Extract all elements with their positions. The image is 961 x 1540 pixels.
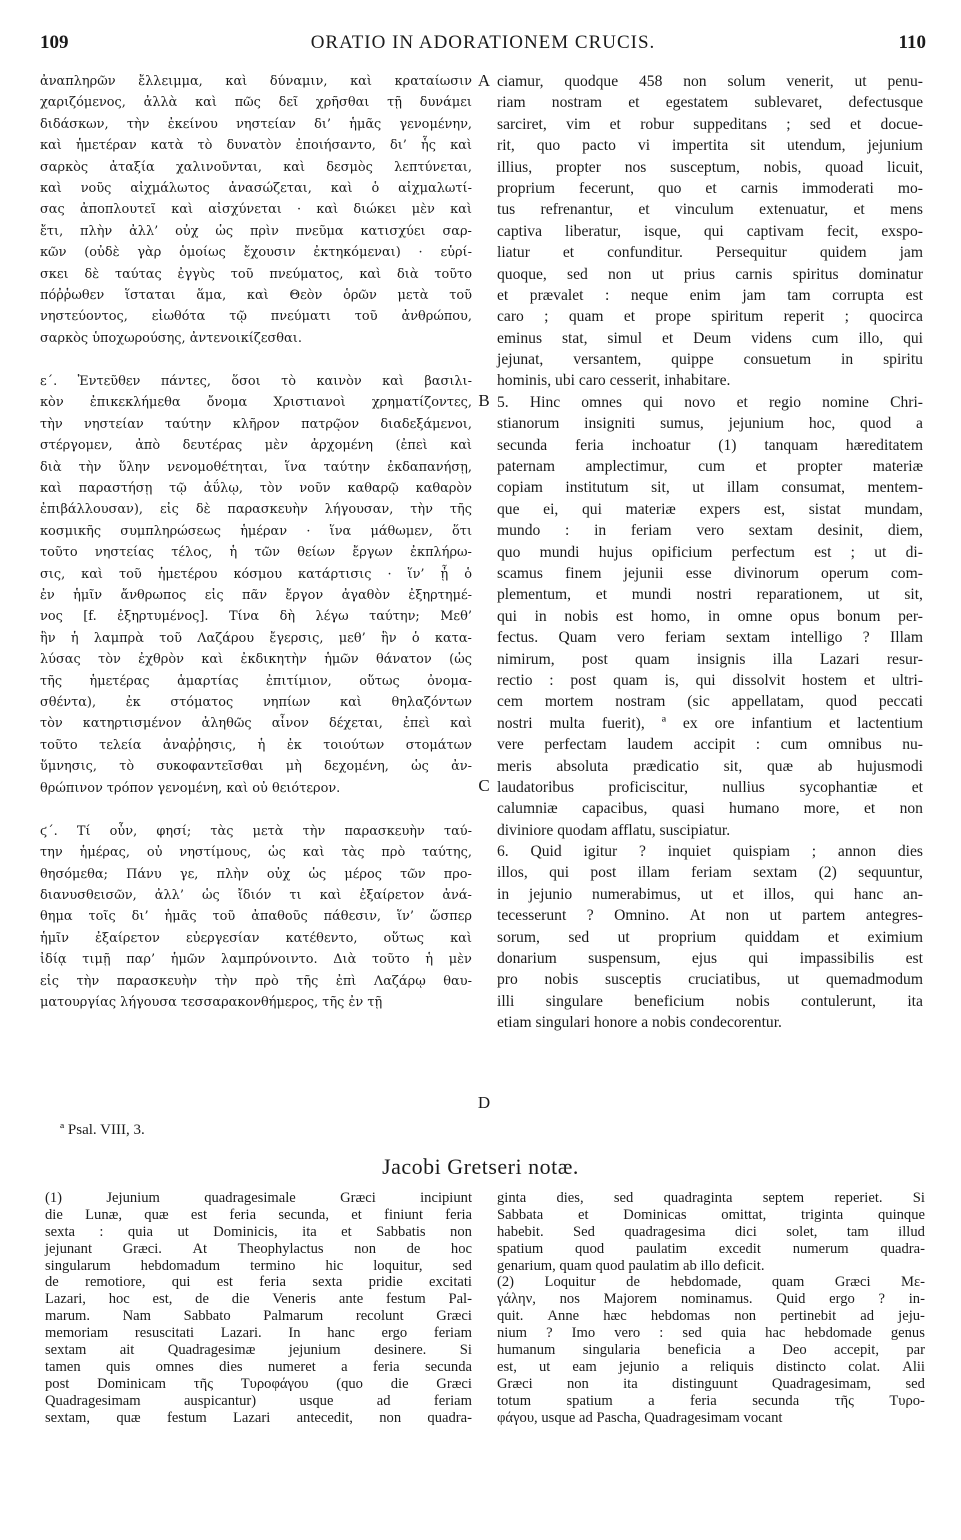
text-line: que ei, qui materiæ expers est, sistat mundam, [497, 500, 923, 518]
text-line: illi singulare beneficium nobis contulerunt, ita [497, 992, 923, 1010]
text-line: captiva liberatur, isque, qui captivam fecit, exspo- [497, 222, 923, 240]
text-line: σκει δὲ ταύτας ἐγγὺς τοῦ πνεύματος, καὶ διὰ τοῦτο [40, 266, 472, 282]
text-line: 5. Hinc omnes qui novo et regio nomine Chri- [497, 393, 923, 411]
page-number-left: 109 [40, 32, 69, 53]
text-line: hominis, ubi caro cesserit, inhabitare. [497, 372, 731, 390]
text-line: tamen quis omnes dies numeret a feria secunda [45, 1358, 472, 1375]
text-line: καὶ νοῦς αἰχμάλωτος ἀνασώζεται, καὶ ὁ αἰχμαλωτί- [40, 180, 472, 196]
text-line: plementum, et mundi nostri reparationem, ut sit, [497, 586, 923, 604]
text-line: ciamur, quodque 458 non solum venerit, ut penu- [497, 73, 923, 90]
text-line: genarium, quam quod paulatim ab illo deficit. [497, 1257, 765, 1274]
text-line: νος [f. ἐξηρτυμένος]. Τίνα δὴ λέγω ταύτην; Μεθ’ [40, 609, 472, 625]
text-line: ὕμνησις, τὸ συκοφαντεῖσθαι μὴ δεχομένη, ὡς ἀν- [40, 759, 472, 775]
text-line: 6. Quid igitur ? inquiet quispiam ; annon dies [497, 843, 923, 861]
text-line: jejunant Græci. At Theophylactus non de hoc [45, 1240, 472, 1257]
text-line: σθέντα), ἐκ στόματος νηπίων καὶ θηλαζόντων [40, 694, 472, 710]
text-line: rectio : post quam is, qui dissolvit hostem et ultri- [497, 671, 923, 689]
text-line: proprium fecerunt, quo et carnis immoderati mo- [497, 179, 923, 197]
text-line: nimirum, post quam insignis illa Lazari resur- [497, 650, 923, 668]
text-line: tecesserunt ? Omnino. At non ut partem antegres- [497, 907, 923, 925]
text-line: pro nobis susceptis cruciatibus, ut quemadmodum [497, 971, 923, 989]
text-line: quit. Anne hæc hebdomas non pertinebit ad jeju- [497, 1308, 925, 1325]
text-line: habebit. Sed quadragesima dici solet, tam illud [497, 1223, 925, 1240]
section-marker: C [478, 776, 490, 795]
text-line: nostri multa fuerit), ª ex ore infantium et lactentium [497, 714, 923, 732]
text-line: marum. Nam Sabbato Palmarum recolunt Græci [45, 1308, 472, 1325]
text-line: paternam amplectimur, cum et propter materiæ [497, 458, 923, 476]
text-line: diviniore quodam afflatu, suscipiatur. [497, 821, 731, 839]
text-line: πόῤῥωθεν ἵσταται ἅμα, καὶ Θεὸν ὁρῶν μετὰ τοῦ [40, 287, 472, 303]
text-line: τὴν νηστείαν ταύτην κλῆρον πατρῷον διαδεξάμενοι, [40, 416, 472, 432]
text-line: rit, quo pacto vi impertita sit utendum, jejunium [497, 137, 923, 155]
text-line: illos, qui post illam feriam sextam (2) sequuntur, [497, 864, 923, 882]
text-line: ἔτι, πλὴν ἀλλ’ οὐχ ὡς πρὶν πνεῦμα κατισχύει σαρ- [40, 223, 472, 239]
text-line: die Lunæ, quæ est feria secunda, et finiunt feria [45, 1206, 472, 1223]
text-line: caro ; quam et prope spiritum reperit ; quocirca [497, 308, 923, 326]
text-line: (1) Jejunium quadragesimale Græci incipiunt [45, 1190, 472, 1206]
text-line: τοῦτο τελεία ἀναῤῥησις, ἡ ἐκ τοιούτων στομάτων [40, 737, 472, 753]
text-line: eminus stat, simul et Deum videns cum illo, qui [497, 329, 923, 347]
text-line: ἡμῖν ἐξαίρετον εὐεργεσίαν κατέθεντο, οὕτως καὶ [40, 930, 472, 946]
section-marker: A [477, 71, 491, 90]
text-line: calumniæ capacibus, quasi humano more, et non [497, 800, 923, 818]
text-line: ε΄. Ἐντεῦθεν πάντες, ὅσοι τὸ καινὸν καὶ βασιλι- [40, 374, 472, 390]
text-line: memoriam resuscitati Lazari. In hanc ergo feriam [45, 1325, 472, 1342]
text-line: θρώπινον τρόπον γενομένη, καὶ οὐ θειότερον. [40, 780, 341, 796]
text-line: illius, propter nos susceptum, nobis, quoad licuit, [497, 158, 923, 176]
text-line: ἐπιβάλλουσαν), εἰς δὲ παρασκευὴν λήγουσαν, τὴν τῆς [40, 502, 472, 518]
running-title: ORATIO IN ADORATIONEM CRUCIS. [310, 32, 656, 53]
latin-text-column [497, 71, 923, 1034]
text-line: νηστεύοντος, εἰωθότα τῷ πνεύματι τοῦ ἀνθρώπου, [40, 309, 472, 325]
text-line: Græci non ita distinguunt Quadragesimam, sed [497, 1375, 925, 1392]
text-line: cem mortem nostram (sic appellatam, quod peccati [497, 693, 923, 711]
paragraph-gap [40, 799, 472, 821]
text-line: (2) Loquitur de hebdomade, quam Græci Με- [497, 1274, 925, 1291]
text-line: quoque, sed non ut prius carnis spiritus dominatur [497, 265, 923, 283]
text-line: vere perfectam laudem accipit : cum omnibus nu- [497, 736, 923, 754]
text-line: ἣν ἡ λαμπρὰ τοῦ Λαζάρου ἔγερσις, μεθ’ ἣν ὁ κατα- [40, 630, 472, 646]
text-line: sorum, sed ut proprium quiddam et eximium [497, 928, 923, 946]
text-line: mundo : in feriam vero sextam desinit, diem, [497, 522, 923, 540]
text-line: secunda feria inchoatur (1) tanquam hæreditatem [497, 436, 923, 454]
text-line: spatium quod paulatim excedit numerum quadra- [497, 1240, 925, 1257]
text-line: stianorum insigniti sumus, jejunium hoc, quod a [497, 415, 923, 433]
text-line: διὰ τὴν ὕλην νενομοθέτηται, ἵνα ταύτην ἐκδαπανήσῃ, [40, 459, 472, 475]
text-line: humanum singularia beneficia a Deo accepit, par [497, 1342, 925, 1359]
paragraph-gap [40, 349, 472, 371]
text-line: totum spatium a feria secunda τῆς Τυρο- [497, 1392, 925, 1409]
text-line: καὶ ἡμετέραν κατὰ τὸ δυνατὸν ἐποιήσαντο, δι’ ἧς καὶ [40, 138, 472, 154]
text-line: post Dominicam τῆς Τυροφάγου (quo die Græci [45, 1375, 472, 1392]
text-line: singularum hebdomadum termino hic loquitur, sed [45, 1257, 472, 1274]
text-line: διανυσθεισῶν, ἀλλ’ ὡς ἴδιόν τι καὶ ἐξαίρετον ἀνά- [40, 888, 472, 904]
text-line: θησόμεθα; Πάνυ γε, πλὴν οὐχ ὡς μέρος τῶν προ- [40, 866, 472, 882]
text-line: Sabbata et Dominicas omittat, triginta quinque [497, 1206, 925, 1223]
text-line: jejunat, versantem, quippe consuetum in spiritu [497, 351, 923, 369]
text-line: laudatoribus proficiscitur, nullius sycophantiæ et [497, 778, 923, 796]
text-line: de remotiore, qui est feria sexta pridie excitati [45, 1274, 472, 1291]
text-line: ϛ΄. Τί οὖν, φησί; τὰς μετὰ τὴν παρασκευὴν ταύ- [40, 823, 472, 839]
text-line: κῶν (οὐδὲ γὰρ ὁμοίως ἔχουσιν ἐκτηκόμεναι) · εὑρί- [40, 245, 472, 261]
text-line: sexta : quia ut Dominicis, ita et Sabbatis non [45, 1223, 472, 1240]
text-line: σις, καὶ τοῦ ἡμετέρου κόσμου κατάρτισις · ἵν’ ᾖ ὁ [40, 566, 472, 582]
text-line: σαρκὸς ὑποχωρούσης, ἀντενοικίζεσθαι. [40, 330, 302, 346]
text-line: ginta dies, sed quadraginta septem reperiet. Si [497, 1190, 925, 1206]
text-line: ματουργίας λήγουσα τεσσαρακονθήμερος, τῆς ἐν τῇ [40, 995, 383, 1011]
text-line: quo mundi hujus opificium perfectum est ; ut di- [497, 543, 923, 561]
text-line: Lazari, hoc est, de die Veneris ante festum Pal- [45, 1291, 472, 1308]
footnote: ª Psal. VIII, 3. [60, 1122, 145, 1138]
text-line: κοσμικῆς συμπληρώσεως ἡμέραν · ἵνα μάθωμεν, ὅτι [40, 523, 472, 539]
text-line: ἐν ἡμῖν ἄνθρωπος εἰς πᾶν ἔργον ἀγαθὸν ἐξηρτημέ- [40, 587, 472, 603]
text-line: γάλην, nos Majorem nominamus. Quid ergo ? in- [497, 1291, 925, 1308]
text-line: liatur et confunditur. Persequitur quidem jam [497, 244, 923, 262]
text-line: riam nostram et egestatem sublevaret, defectusque [497, 94, 923, 112]
text-line: διδάσκων, τὴν ἐκείνου νηστείαν δι’ ἡμᾶς γενομένην, [40, 116, 472, 132]
text-line: εἰς τὴν παρασκευὴν τὴν πρὸ τῆς ἐπὶ Λαζάρῳ θαυ- [40, 973, 472, 989]
text-line: ἀναπληρῶν ἔλλειμμα, καὶ δύναμιν, καὶ κραταίωσιν [40, 74, 472, 89]
text-line: σας ἀποπλουτεῖ καὶ αἰσχύνεται · καὶ διώκει μὲν καὶ [40, 202, 472, 218]
text-line: sextam, quæ festum Lazari antecedit, non quadra- [45, 1409, 472, 1426]
text-line: ἰδίᾳ τιμῇ παρ’ ἡμῶν λαμπρύνοιντο. Διὰ τοῦτο ἡ μὲν [40, 952, 472, 968]
notes-left-column [45, 1190, 472, 1426]
text-line: κὸν ἐπικεκλήμεθα ὄνομα Χριστιανοὶ χρηματίζοντες, [40, 395, 472, 411]
text-line: copiam institutum sit, ut illam consumat, mentem- [497, 479, 923, 497]
text-line: qui in nobis est homo, in omne opus bonum per- [497, 607, 923, 625]
text-line: λύσας τὸν ἐχθρὸν καὶ ἐκδικητὴν ἡμῶν θάνατον (ὡς [40, 652, 472, 668]
text-line: meris absoluta prædicatio sit, quæ ab hujusmodi [497, 757, 923, 775]
text-line: sextam ait Quadragesimæ jejunium desinere. Si [45, 1342, 472, 1359]
text-line: στέργομεν, ἀπὸ δευτέρας μὲν ἀρχομένη (ἐπεὶ καὶ [40, 438, 472, 454]
text-line: scamus finem jejunii esse divinorum operum com- [497, 564, 923, 582]
greek-text-column [40, 71, 472, 1013]
text-line: τὸν κατηρτισμένον ἀληθῶς αἶνον δέχεται, ἐπεὶ καὶ [40, 716, 472, 732]
text-line: τῆς ἡμετέρας ἁμαρτίας ἐπιτίμιον, οὕτως ὀνομα- [40, 673, 472, 689]
text-line: καὶ παραστήσῃ τῷ ἀΰλῳ, τὸν νοῦν καθαρῷ καθαρὸν [40, 481, 472, 497]
page-header [40, 32, 926, 58]
text-line: τοῦτο νηστείας τέλος, ἡ τῶν θείων ἔργων ἐκπλήρω- [40, 545, 472, 561]
text-line: in jejunio numerabimus, ut et illos, qui hanc an- [497, 885, 923, 903]
text-line: sarciret, vim et robur suppeditans ; sed et docue- [497, 115, 923, 133]
text-line: donarium suspensum, ejus qui impassibilis est [497, 950, 923, 968]
text-line: Quadragesimam auspicantur) usque ad feriam [45, 1392, 472, 1409]
text-line: φάγου, usque ad Pascha, Quadragesimam vocant [497, 1409, 783, 1426]
text-line: σαρκὸς ἀταξία χαλινοῦνται, καὶ δεσμὸς λεπτύνεται, [40, 159, 472, 175]
section-marker: B [478, 391, 490, 410]
text-line: την ἡμέρας, οὐ νηστίμους, ὡς καὶ τὰς πρὸ ταύτης, [40, 845, 472, 861]
text-line: χαριζόμενος, ἀλλὰ καὶ πῶς δεῖ χρῆσθαι τῇ δυνάμει [40, 95, 472, 111]
notes-right-column [497, 1190, 925, 1426]
text-line: nium ? Imo vero : sed quia hac hebdomade genus [497, 1325, 925, 1342]
text-line: fectus. Quam vero feriam sextam intelligo ? Illam [497, 629, 923, 647]
text-line: tus refrenantur, et vinculum extenuatur, et mens [497, 201, 923, 219]
page-number-right: 110 [898, 32, 926, 53]
text-line: etiam singulari honore a nobis condecorentur. [497, 1014, 782, 1032]
section-marker: D [477, 1093, 491, 1112]
notes-title: Jacobi Gretseri notæ. [382, 1154, 579, 1179]
text-line: et prævalet : neque enim jam tam corrupta est [497, 286, 923, 304]
text-line: est, ut eam jejunio a reliquis distincto colat. Alii [497, 1358, 925, 1375]
text-line: θημα τοῖς δι’ ἡμᾶς τοῦ ἀπαθοῦς πάθεσιν, ἵν’ ὥσπερ [40, 909, 472, 925]
